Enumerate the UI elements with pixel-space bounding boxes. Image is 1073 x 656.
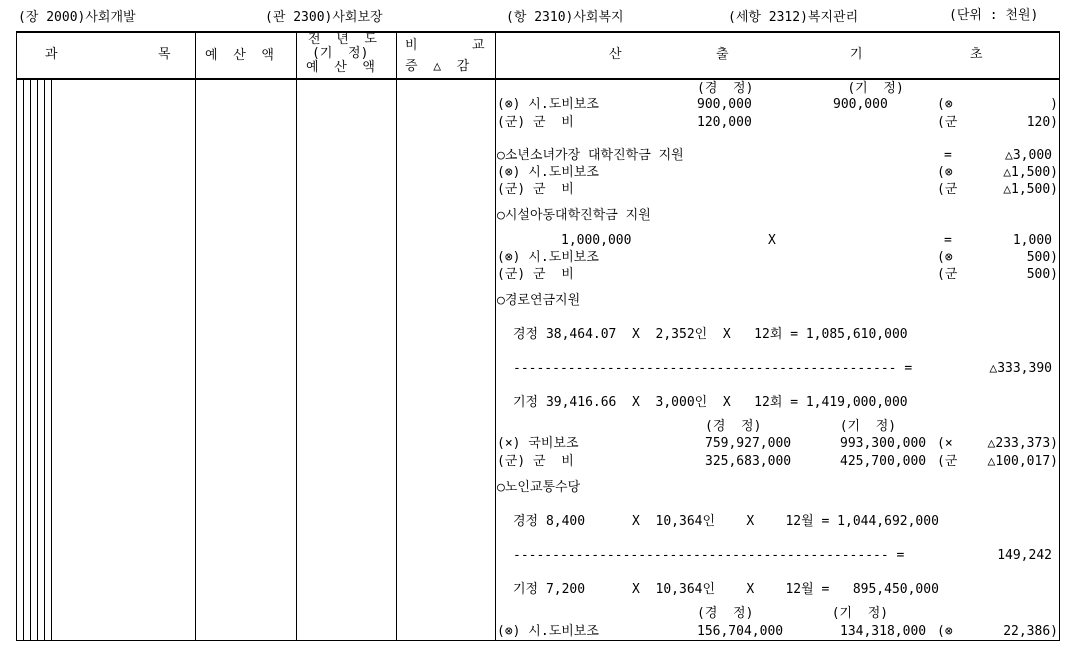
col-budget: 예 산 액 [205,48,274,63]
b1-header: (경 정) (기 정) [697,81,904,96]
col-compare-bottom: 증 △ 감 [405,59,470,74]
b4-header: (경 정) (기 정) [705,419,897,434]
col-prev-line3: 예 산 액 [306,60,375,75]
b3-x: X [768,233,776,248]
col-prev-line2: (기 정) [312,46,369,61]
b1-r1-a: 900,000 [697,97,752,112]
b1-r2-label: (군) 군 비 [497,115,574,130]
sehang-label: (세항 2312)복지관리 [728,10,859,25]
b5-title: ○노인교통수당 [497,480,581,495]
b2-total: △3,000 [1005,148,1052,163]
col-compare-a: 비 [405,38,418,53]
item-line-5 [51,80,52,641]
unit-label: (단위 : 천원) [949,8,1039,23]
item-line-1 [23,80,24,641]
b4-r1-b: 993,300,000 [840,436,927,451]
col-gwamok-b: 목 [158,47,171,62]
b5-calc-current: 경정 8,400 X 10,364인 X 12월 = 1,044,692,000 [513,514,939,529]
col-border-right [1059,31,1060,641]
col-border-basis [495,31,496,641]
b2-r2-c: (군 [937,182,958,197]
b3-r2-c: (군 [937,267,958,282]
b5-r1-d: 22,386) [1003,624,1058,639]
table-bottom-border [16,640,1060,641]
col-basis-1: 산 [609,47,622,62]
b3-title: ○시설아동대학진학금 지원 [497,208,651,223]
b5-r1-c: (⊗ [937,624,953,639]
b3-r1-d: 500) [1026,250,1058,265]
col-border-budget [195,31,196,641]
b2-title: ○소년소녀가장 대학진학금 지원 [497,148,684,163]
b5-header: (경 정) (기 정) [697,606,889,621]
table-top-border [16,31,1060,33]
b4-r1-d: △233,373) [987,436,1058,451]
b4-r2-d: △100,017) [987,454,1058,469]
b2-r2-label: (군) 군 비 [497,182,574,197]
hang-label: (항 2310)사회복지 [506,10,624,25]
item-line-3 [37,80,38,641]
b4-calc-prev: 기정 39,416.66 X 3,000인 X 12회 = 1,419,000,000 [513,395,908,410]
b3-r1-label: (⊗) 시.도비보조 [497,250,599,265]
b5-r1-a: 156,704,000 [697,624,784,639]
col-border-compare [396,31,397,641]
item-line-2 [30,80,31,641]
b5-diff: 149,242 [997,548,1052,563]
col-gwamok-a: 과 [45,47,58,62]
col-border-left [16,31,17,641]
b4-calc-current: 경정 38,464.07 X 2,352인 X 12회 = 1,085,610,000 [513,327,908,342]
b5-r1-label: (⊗) 시.도비보조 [497,624,599,639]
b3-total: 1,000 [1012,233,1052,248]
col-border-prev [296,31,297,641]
jang-label: (장 2000)사회개발 [18,10,136,25]
b1-r2-c: (군 [937,115,958,130]
b3-amount: 1,000,000 [561,233,632,248]
b2-r1-d: △1,500) [1003,165,1058,180]
b1-r1-label: (⊗) 시.도비보조 [497,97,599,112]
b4-title: ○경로연금지원 [497,293,581,308]
b4-r2-label: (군) 군 비 [497,454,574,469]
b1-r1-d: ) [1050,97,1058,112]
col-compare-b: 교 [472,38,485,53]
b2-r2-d: △1,500) [1003,182,1058,197]
col-basis-3: 기 [850,47,863,62]
b1-r1-c: (⊗ [937,97,953,112]
b2-r1-label: (⊗) 시.도비보조 [497,165,599,180]
b3-eq: = [944,233,952,248]
header-bottom-border [16,78,1060,80]
b4-r1-a: 759,927,000 [705,436,792,451]
b5-dash-line: ------------------------------------------------ = [513,548,905,563]
b4-r2-b: 425,700,000 [840,454,927,469]
b1-r1-b: 900,000 [833,97,888,112]
b4-r2-a: 325,683,000 [705,454,792,469]
b2-eq: = [944,148,952,163]
b4-r1-c: (× [937,436,953,451]
col-basis-2: 출 [716,47,729,62]
b1-r2-d: 120) [1026,115,1058,130]
col-basis-4: 초 [970,47,983,62]
b3-r2-d: 500) [1026,267,1058,282]
b4-r1-label: (×) 국비보조 [497,436,579,451]
b5-r1-b: 134,318,000 [840,624,927,639]
b3-r2-label: (군) 군 비 [497,267,574,282]
b2-r1-c: (⊗ [937,165,953,180]
b1-r2-a: 120,000 [697,115,752,130]
b5-calc-prev: 기정 7,200 X 10,364인 X 12월 = 895,450,000 [513,582,939,597]
b3-r1-c: (⊗ [937,250,953,265]
b4-diff: △333,390 [989,361,1052,376]
gwan-label: (관 2300)사회보장 [265,10,383,25]
item-line-4 [44,80,45,641]
b4-dash-line: ------------------------------------------------- = [513,361,913,376]
col-prev-line1: 전 년 도 [308,32,377,47]
b4-r2-c: (군 [937,454,958,469]
